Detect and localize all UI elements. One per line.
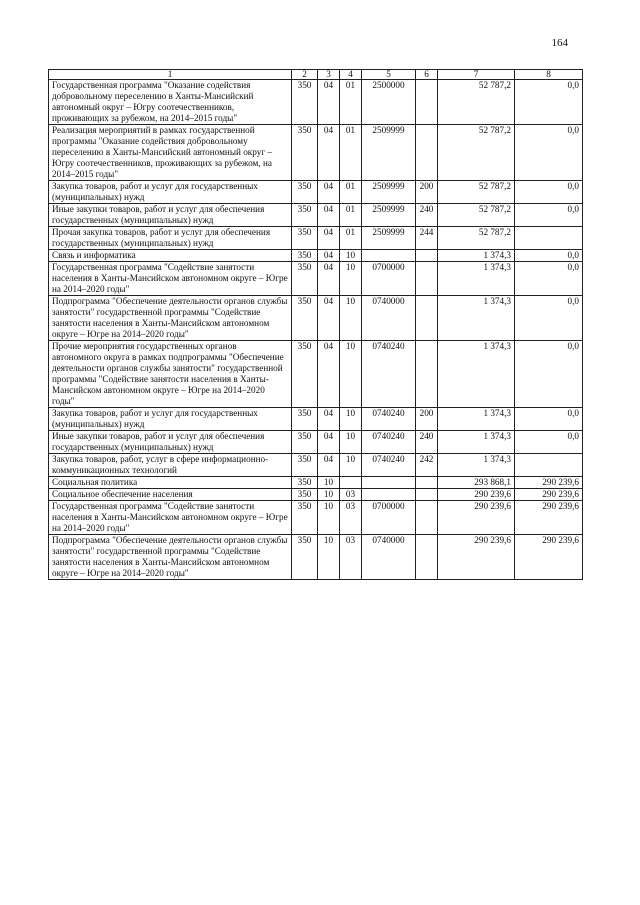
cell-name: Реализация мероприятий в рамках государственной программы "Оказание содействия добровольному переселению в Ханты-Мансийский автономный округ – Югру соотечественников, проживающих за рубежом, на 2014–2015 годы": [49, 125, 292, 181]
cell-section: 04: [318, 227, 340, 250]
cell-name: Иные закупки товаров, работ и услуг для обеспечения государственных (муниципальных) нужд: [49, 431, 292, 454]
col-header: 5: [362, 70, 416, 80]
cell-expense-type: [416, 489, 438, 501]
cell-subsection: 01: [340, 227, 362, 250]
cell-amount-1: 52 787,2: [438, 181, 515, 204]
cell-expense-type: [416, 341, 438, 408]
cell-subsection: 10: [340, 408, 362, 431]
cell-code: 350: [292, 181, 318, 204]
cell-amount-2: 290 239,6: [515, 535, 583, 580]
cell-target-article: 0700000: [362, 262, 416, 296]
cell-amount-2: 0,0: [515, 408, 583, 431]
cell-amount-1: 1 374,3: [438, 431, 515, 454]
cell-name: Иные закупки товаров, работ и услуг для обеспечения государственных (муниципальных) нужд: [49, 204, 292, 227]
table-row: [49, 408, 583, 431]
cell-target-article: 0740000: [362, 296, 416, 341]
cell-target-article: 2509999: [362, 227, 416, 250]
col-header: 6: [416, 70, 438, 80]
table-row: [49, 296, 583, 341]
cell-section: 04: [318, 341, 340, 408]
table-row: [49, 181, 583, 204]
cell-name: Прочие мероприятия государственных органов автономного округа в рамках подпрограммы "Обеспечение деятельности органов службы занятости" государственной программы "Содействие занятости населения в Ханты-Мансийском автономном округе – Югре на 2014–2020 годы": [49, 341, 292, 408]
cell-code: 350: [292, 262, 318, 296]
cell-section: 10: [318, 489, 340, 501]
cell-code: 350: [292, 535, 318, 580]
cell-amount-1: 52 787,2: [438, 80, 515, 125]
cell-name: Прочая закупка товаров, работ и услуг для обеспечения государственных (муниципальных) нужд: [49, 227, 292, 250]
cell-amount-1: 52 787,2: [438, 227, 515, 250]
cell-code: 350: [292, 250, 318, 262]
cell-code: 350: [292, 431, 318, 454]
cell-subsection: 03: [340, 501, 362, 535]
table-row: [49, 454, 583, 477]
cell-amount-2: 0,0: [515, 204, 583, 227]
cell-target-article: 0740240: [362, 408, 416, 431]
cell-name: Государственная программа "Содействие занятости населения в Ханты-Мансийском автономном округе – Югре на 2014–2020 годы": [49, 501, 292, 535]
cell-code: 350: [292, 341, 318, 408]
cell-section: 04: [318, 296, 340, 341]
cell-code: 350: [292, 489, 318, 501]
cell-expense-type: [416, 80, 438, 125]
cell-subsection: 10: [340, 454, 362, 477]
table-row: [49, 535, 583, 580]
cell-section: 04: [318, 431, 340, 454]
cell-amount-1: 52 787,2: [438, 125, 515, 181]
cell-section: 04: [318, 80, 340, 125]
cell-section: 04: [318, 181, 340, 204]
cell-section: 04: [318, 454, 340, 477]
col-header: 1: [49, 70, 292, 80]
cell-amount-2: 290 239,6: [515, 501, 583, 535]
cell-expense-type: [416, 535, 438, 580]
table-row: [49, 262, 583, 296]
cell-section: 04: [318, 408, 340, 431]
cell-target-article: 0740240: [362, 431, 416, 454]
col-header: 2: [292, 70, 318, 80]
table-row: [49, 204, 583, 227]
cell-amount-1: 1 374,3: [438, 250, 515, 262]
cell-expense-type: 244: [416, 227, 438, 250]
cell-amount-1: 1 374,3: [438, 262, 515, 296]
cell-expense-type: 242: [416, 454, 438, 477]
table-row: [49, 125, 583, 181]
cell-subsection: 10: [340, 431, 362, 454]
cell-section: 04: [318, 204, 340, 227]
table-row: [49, 250, 583, 262]
cell-amount-1: 1 374,3: [438, 408, 515, 431]
page-number: 164: [551, 37, 568, 49]
table-row: [49, 227, 583, 250]
cell-amount-1: 290 239,6: [438, 535, 515, 580]
cell-amount-1: 1 374,3: [438, 454, 515, 477]
cell-amount-2: 0,0: [515, 431, 583, 454]
cell-amount-1: 1 374,3: [438, 296, 515, 341]
cell-expense-type: [416, 262, 438, 296]
table-row: [49, 477, 583, 489]
cell-name: Государственная программа "Оказание содействия добровольному переселению в Ханты-Мансийский автономный округ – Югру соотечественников, проживающих за рубежом, на 2014–2015 годы": [49, 80, 292, 125]
cell-amount-2: 290 239,6: [515, 489, 583, 501]
cell-name: Связь и информатика: [49, 250, 292, 262]
cell-expense-type: 240: [416, 204, 438, 227]
cell-amount-2: 0,0: [515, 262, 583, 296]
cell-name: Социальная политика: [49, 477, 292, 489]
cell-code: 350: [292, 454, 318, 477]
table-row: [49, 489, 583, 501]
cell-section: 04: [318, 250, 340, 262]
col-header: 4: [340, 70, 362, 80]
cell-expense-type: [416, 250, 438, 262]
cell-amount-2: 0,0: [515, 296, 583, 341]
budget-table: [48, 69, 583, 580]
cell-subsection: 10: [340, 250, 362, 262]
cell-amount-2: 0,0: [515, 80, 583, 125]
cell-amount-1: 1 374,3: [438, 341, 515, 408]
cell-code: 350: [292, 204, 318, 227]
table-header-row: [49, 70, 583, 80]
cell-expense-type: [416, 477, 438, 489]
col-header: 7: [438, 70, 515, 80]
cell-amount-1: 52 787,2: [438, 204, 515, 227]
cell-amount-1: 290 239,6: [438, 489, 515, 501]
cell-target-article: 2509999: [362, 125, 416, 181]
cell-name: Государственная программа "Содействие занятости населения в Ханты-Мансийском автономном округе – Югре на 2014–2020 годы": [49, 262, 292, 296]
cell-target-article: 0740240: [362, 454, 416, 477]
cell-target-article: [362, 250, 416, 262]
cell-subsection: 10: [340, 341, 362, 408]
cell-code: 350: [292, 296, 318, 341]
cell-amount-2: 0,0: [515, 250, 583, 262]
cell-target-article: 0740240: [362, 341, 416, 408]
cell-expense-type: [416, 125, 438, 181]
cell-expense-type: 240: [416, 431, 438, 454]
cell-target-article: [362, 477, 416, 489]
table-row: [49, 501, 583, 535]
cell-name: Закупка товаров, работ и услуг для государственных (муниципальных) нужд: [49, 408, 292, 431]
cell-code: 350: [292, 501, 318, 535]
cell-name: Закупка товаров, работ, услуг в сфере информационно-коммуникационных технологий: [49, 454, 292, 477]
cell-amount-2: 290 239,6: [515, 477, 583, 489]
cell-section: 10: [318, 501, 340, 535]
cell-target-article: 2509999: [362, 181, 416, 204]
cell-code: 350: [292, 408, 318, 431]
table-row: [49, 80, 583, 125]
cell-subsection: 01: [340, 80, 362, 125]
table-row: [49, 341, 583, 408]
cell-section: 04: [318, 125, 340, 181]
cell-code: 350: [292, 227, 318, 250]
table-row: [49, 431, 583, 454]
cell-code: 350: [292, 477, 318, 489]
cell-amount-2: 0,0: [515, 341, 583, 408]
cell-name: Подпрограмма "Обеспечение деятельности органов службы занятости" государственной программы "Содействие занятости населения в Ханты-Мансийском автономном округе – Югре на 2014–2020 годы": [49, 296, 292, 341]
cell-section: 10: [318, 535, 340, 580]
cell-expense-type: 200: [416, 181, 438, 204]
cell-amount-2: [515, 227, 583, 250]
cell-subsection: 01: [340, 204, 362, 227]
cell-subsection: 10: [340, 296, 362, 341]
cell-section: 04: [318, 262, 340, 296]
cell-target-article: 2509999: [362, 204, 416, 227]
cell-expense-type: [416, 296, 438, 341]
cell-subsection: 01: [340, 125, 362, 181]
cell-subsection: 03: [340, 535, 362, 580]
col-header: 3: [318, 70, 340, 80]
cell-name: Закупка товаров, работ и услуг для государственных (муниципальных) нужд: [49, 181, 292, 204]
cell-subsection: [340, 477, 362, 489]
cell-expense-type: 200: [416, 408, 438, 431]
cell-name: Подпрограмма "Обеспечение деятельности органов службы занятости" государственной программы "Содействие занятости населения в Ханты-Мансийском автономном округе – Югре на 2014–2020 годы": [49, 535, 292, 580]
cell-subsection: 01: [340, 181, 362, 204]
cell-code: 350: [292, 80, 318, 125]
cell-section: 10: [318, 477, 340, 489]
cell-amount-2: 0,0: [515, 125, 583, 181]
cell-expense-type: [416, 501, 438, 535]
table-body: [49, 80, 583, 580]
cell-target-article: [362, 489, 416, 501]
cell-name: Социальное обеспечение населения: [49, 489, 292, 501]
cell-amount-1: 293 868,1: [438, 477, 515, 489]
cell-target-article: 2500000: [362, 80, 416, 125]
cell-target-article: 0700000: [362, 501, 416, 535]
col-header: 8: [515, 70, 583, 80]
cell-subsection: 10: [340, 262, 362, 296]
cell-amount-2: 0,0: [515, 181, 583, 204]
cell-subsection: 03: [340, 489, 362, 501]
cell-amount-1: 290 239,6: [438, 501, 515, 535]
cell-code: 350: [292, 125, 318, 181]
cell-target-article: 0740000: [362, 535, 416, 580]
cell-amount-2: [515, 454, 583, 477]
